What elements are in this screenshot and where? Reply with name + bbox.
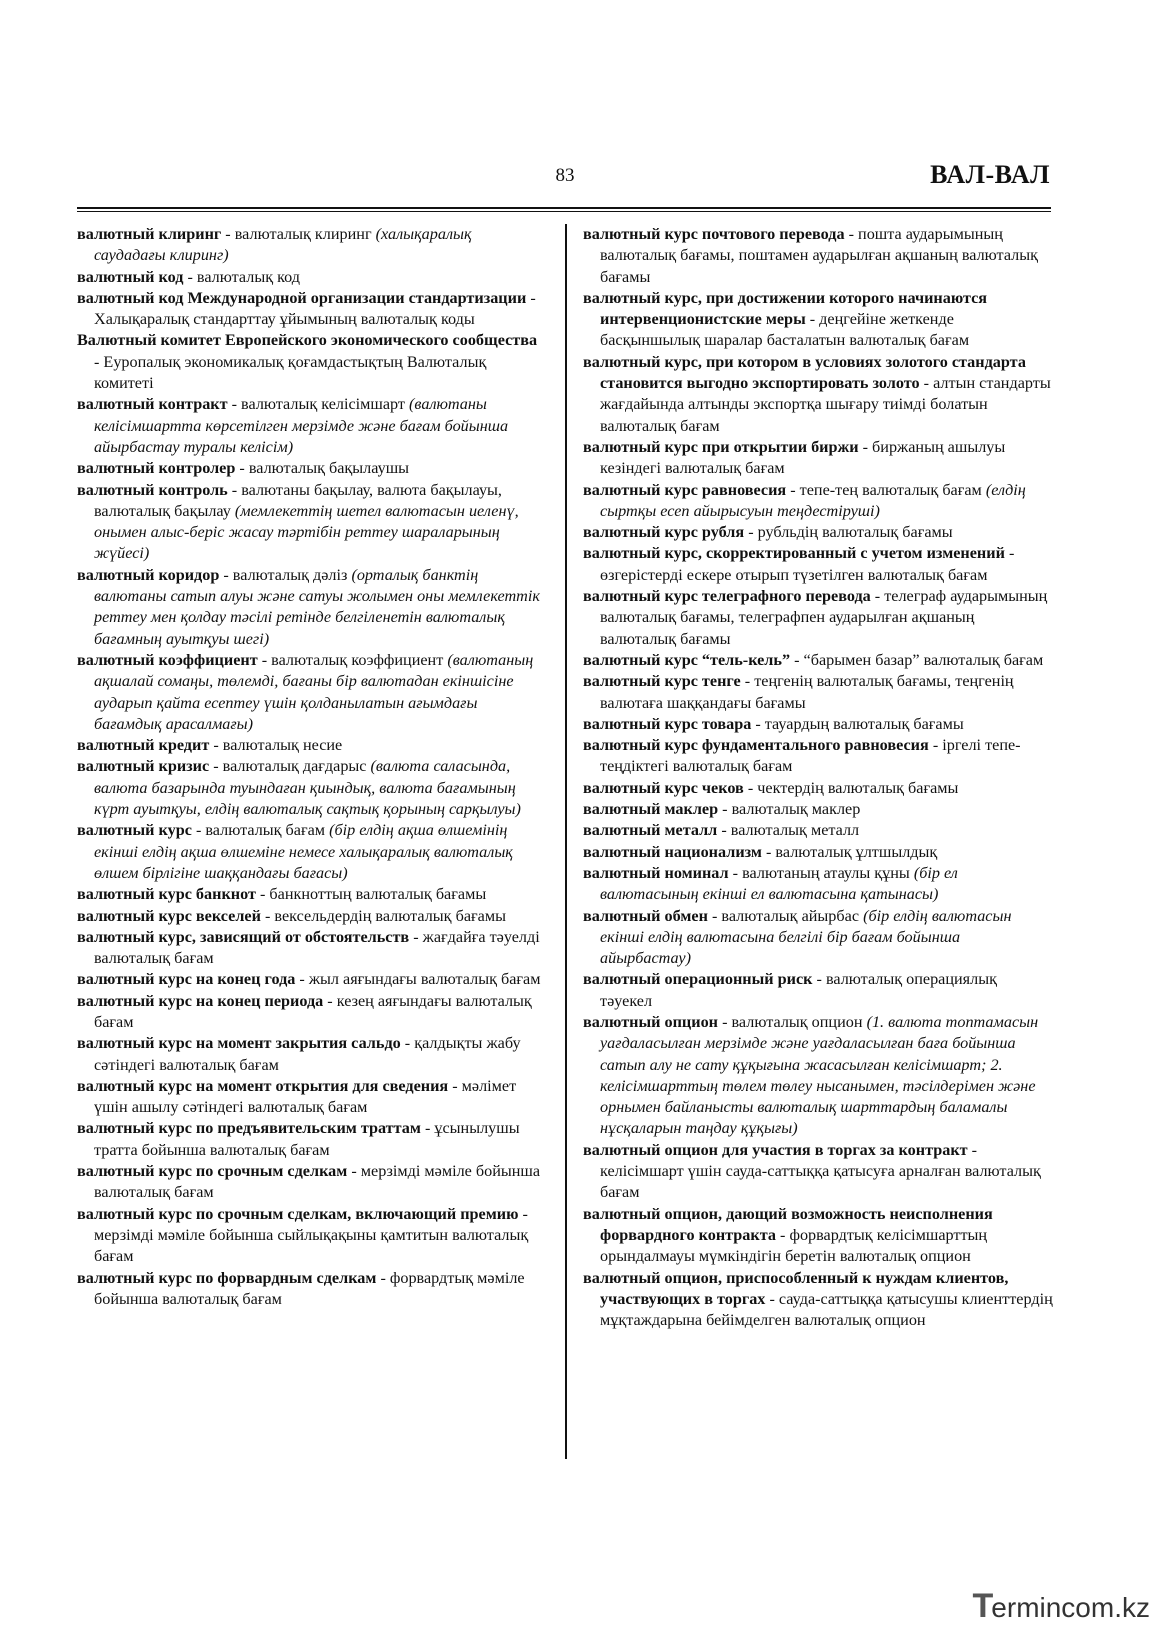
entry-definition: - кезең аяғындағы валюталық бағам — [94, 991, 532, 1031]
entry-explanation: (бір елдің ақша өлшемінің екінші елдің ақша өлшеміне немесе халықаралық валюталық өлшем бірлігіне шаққандағы бағасы) — [94, 821, 513, 882]
entry-definition: - ұсынылушы тратта бойынша валюталық бағам — [94, 1119, 520, 1159]
page-number: 83 — [555, 165, 575, 186]
entry-term: валютный опцион — [583, 1012, 719, 1031]
dictionary-entry — [77, 330, 545, 394]
dictionary-entry — [77, 991, 545, 1034]
dictionary-entry — [77, 1033, 545, 1076]
entry-definition: - іргелі тепе-теңдіктегі валюталық бағам — [600, 736, 1021, 776]
entry-term: валютный опцион, приспособленный к нуждам клиентов, участвующих в торгах — [583, 1268, 1009, 1308]
entry-definition: - қалдықты жабу сәтіндегі валюталық бағам — [94, 1034, 521, 1074]
entry-definition: - валютаны бақылау, валюта бақылауы, валюталық бақылау — [94, 480, 502, 520]
entry-term: валютный курс, зависящий от обстоятельств — [77, 927, 410, 946]
entry-definition: - валюталық код — [183, 267, 301, 286]
dictionary-entry — [583, 650, 1053, 671]
entry-term: валютный контракт — [77, 395, 228, 414]
entry-definition: - деңгейіне жеткенде басқыншылық шаралар басталатын валюталық бағам — [600, 310, 970, 350]
dictionary-entry — [583, 437, 1053, 480]
entry-definition: - валюталық айырбас — [707, 906, 864, 925]
entry-definition: - мерзімді мәміле бойынша сыйлықақыны қамтитын валюталық бағам — [94, 1204, 529, 1266]
entry-definition: - валюталық клиринг — [221, 225, 376, 243]
entry-term: валютный курс почтового перевода — [583, 225, 845, 243]
entry-explanation: (бір елдің валютасын екінші елдің валютасына белгілі бір бағам бойынша айырбастау) — [600, 906, 1012, 968]
entry-explanation: (елдің сыртқы есеп айырысуын теңдестіруші) — [600, 480, 1026, 520]
entry-definition: - валюталық маклер — [718, 800, 861, 819]
dictionary-entry — [583, 1140, 1053, 1204]
entry-definition: - валюталық ұлтшылдық — [761, 842, 938, 861]
entry-definition: - валюталық дағдарыс — [209, 757, 371, 776]
entry-term: валютный код — [77, 267, 184, 286]
entry-definition: - өзгерістерді ескере отырып түзетілген валюталық бағам — [600, 544, 1015, 584]
dictionary-entry — [583, 906, 1053, 970]
entry-definition: - жыл аяғындағы валюталық бағам — [295, 970, 541, 989]
entry-definition: - банкноттың валюталық бағамы — [255, 885, 487, 904]
dictionary-entry — [583, 842, 1053, 863]
dictionary-entry — [77, 1204, 545, 1268]
dictionary-entry — [77, 480, 545, 565]
entry-term: валютный курс при открытии биржи — [583, 437, 859, 456]
entry-definition: - валюталық несие — [209, 736, 343, 755]
entry-term: валютный контроль — [77, 480, 228, 499]
entry-definition: - тепе-тең валюталық бағам — [786, 480, 986, 499]
dictionary-entry — [583, 778, 1053, 799]
entry-definition: - чектердің валюталық бағамы — [743, 778, 959, 797]
dictionary-entry — [77, 927, 545, 970]
entry-term: валютный курс — [77, 821, 192, 840]
entry-term: валютный курс товара — [583, 714, 752, 733]
entry-explanation: (валютаны келісімшартта көрсетілген мерзімде және бағам бойынша айырбастау туралы келісім) — [94, 395, 509, 456]
entry-term: валютный коридор — [77, 565, 220, 584]
dictionary-entry — [583, 1204, 1053, 1268]
dictionary-entry — [77, 969, 545, 990]
dictionary-entry — [77, 650, 545, 735]
header-rule-thin — [77, 211, 1051, 212]
entry-term: валютный маклер — [583, 800, 719, 819]
dictionary-entry — [77, 394, 545, 458]
entry-term: валютный коэффициент — [77, 650, 258, 669]
header-rule-thick — [77, 207, 1051, 209]
dictionary-entry — [583, 522, 1053, 543]
entry-term: валютный курс тенге — [583, 672, 741, 691]
entry-definition: - форвардтық мәміле бойынша валюталық бағам — [94, 1268, 525, 1308]
entry-term: валютный код Международной организации стандартизации — [77, 288, 527, 307]
logo-text: ermincom.kz — [991, 1592, 1150, 1623]
dictionary-entry — [77, 267, 545, 288]
dictionary-entry — [77, 565, 545, 650]
entry-definition: - валюталық металл — [717, 821, 860, 840]
entry-definition: - биржаның ашылуы кезіндегі валюталық бағам — [600, 437, 1006, 478]
dictionary-entry — [77, 820, 545, 884]
entry-term: валютный курс по предъявительским траттам — [77, 1119, 421, 1138]
entry-definition: - мерзімді мәміле бойынша валюталық бағам — [94, 1162, 541, 1202]
dictionary-entry — [77, 906, 545, 927]
dictionary-entry — [583, 735, 1053, 778]
entry-term: валютный курс на конец периода — [77, 991, 324, 1010]
dictionary-entry — [583, 288, 1053, 352]
entry-term: валютный курс по срочным сделкам — [77, 1162, 348, 1181]
entry-definition: - мәлімет үшін ашылу сәтіндегі валюталық бағам — [94, 1076, 517, 1117]
entry-term: валютный опцион, дающий возможность неисполнения форвардного контракта — [583, 1204, 993, 1244]
dictionary-entry — [77, 458, 545, 479]
entry-term: валютный курс векселей — [77, 906, 261, 925]
entry-definition: - валюталық дәліз — [219, 565, 352, 584]
left-column — [77, 224, 545, 1310]
running-header-range: ВАЛ-ВАЛ — [930, 160, 1050, 189]
dictionary-entry — [77, 288, 545, 331]
entry-definition: - валюталық бақылаушы — [235, 459, 410, 478]
entry-term: валютный национализм — [583, 842, 762, 861]
entry-definition: - телеграф аударымының валюталық бағамы, телеграфпен аударылған ақшаның валюталық бағамы — [600, 587, 1048, 648]
dictionary-entry — [583, 543, 1053, 586]
entry-explanation: (1. валюта топтамасын уағдаласылған мерзімде және уағдаласылған баға бойынша сатып алу не сату құқығына жасасылған келісімшарт; 2. келісімшарттың төлем төлеу нысанымен, тәсілдерімен және орнымен байланысты валюталық шарттардың баламалы нұсқаларын таңдау құқығы) — [600, 1012, 1039, 1138]
logo-t-mark: T — [972, 1587, 994, 1625]
entry-term: валютный курс на момент закрытия сальдо — [77, 1034, 401, 1053]
dictionary-entry — [583, 224, 1053, 288]
dictionary-entry — [77, 735, 545, 756]
entry-definition: - вексельдердің валюталық бағамы — [260, 906, 506, 925]
entry-term: валютный контролер — [77, 459, 236, 478]
entry-definition: - валюталық келісімшарт — [227, 395, 410, 414]
entry-term: валютный кризис — [77, 757, 210, 776]
entry-term: Валютный комитет Европейского экономического сообщества — [77, 331, 538, 350]
entry-term: валютный курс, при котором в условиях золотого стандарта становится выгодно экспортировать золото — [583, 352, 1026, 393]
entry-term: валютный курс на конец года — [77, 970, 296, 989]
entry-term: валютный опцион для участия в торгах за контракт — [583, 1140, 968, 1159]
dictionary-entry — [583, 586, 1053, 650]
entry-term: валютный операционный риск — [583, 970, 813, 989]
entry-definition: - “барымен базар” валюталық бағам — [790, 650, 1044, 669]
dictionary-entry — [583, 1012, 1053, 1140]
entry-explanation: (бір ел валютасының екінші ел валютасына қатынасы) — [600, 863, 958, 904]
entry-definition: - форвардтық келісімшарттың орындалмауы мүмкіндігін беретін валюталық опцион — [600, 1225, 988, 1266]
entry-definition: - теңгенің валюталық бағамы, теңгенің валютаға шаққандағы бағамы — [600, 672, 1014, 712]
dictionary-entry — [583, 969, 1053, 1012]
entry-definition: - тауардың валюталық бағамы — [751, 714, 964, 733]
entry-explanation: (мемлекеттің шетел валютасын иеленү, онымен алыс-беріс жасау тәртібін реттеу шараларының жүйесі) — [94, 501, 519, 563]
entry-definition: - келісімшарт үшін сауда-саттыққа қатысуға арналған валюталық бағам — [600, 1140, 1041, 1202]
entry-definition: - валюталық опцион — [718, 1012, 867, 1031]
dictionary-entry — [583, 1268, 1053, 1332]
entry-term: валютный курс рубля — [583, 523, 745, 542]
entry-term: валютный номинал — [583, 863, 729, 882]
dictionary-entry — [77, 1161, 545, 1204]
dictionary-entry — [77, 1118, 545, 1161]
entry-definition: - валюталық операциялық тәуекел — [600, 970, 997, 1010]
dictionary-entry — [583, 671, 1053, 714]
dictionary-entry — [583, 820, 1053, 841]
dictionary-entry — [77, 224, 545, 267]
entry-term: валютный курс чеков — [583, 778, 744, 797]
right-column — [583, 224, 1053, 1331]
entry-term: валютный курс, при достижении которого начинаются интервенционистские меры — [583, 288, 988, 329]
entry-term: валютный курс по форвардным сделкам — [77, 1268, 377, 1287]
entry-term: валютный обмен — [583, 906, 708, 925]
entry-definition: - алтын стандарты жағдайында алтынды экспортқа шығару тиімді болатын валюталық бағам — [600, 374, 1051, 435]
entry-definition: - Халықаралық стандарттау ұйымының валюталық коды — [94, 288, 536, 329]
dictionary-entry — [583, 480, 1053, 523]
dictionary-entry — [77, 1076, 545, 1119]
dictionary-entry — [583, 863, 1053, 906]
entry-definition: - рубльдің валюталық бағамы — [744, 523, 953, 542]
dictionary-entry — [583, 714, 1053, 735]
entry-term: валютный курс фундаментального равновесия — [583, 736, 929, 755]
entry-definition: - жағдайға тәуелді валюталық бағам — [94, 927, 540, 968]
entry-term: валютный клиринг — [77, 225, 222, 243]
dictionary-entry — [77, 1268, 545, 1311]
entry-definition: - пошта аударымының валюталық бағамы, поштамен аударылған ақшаның валюталық бағамы — [600, 225, 1038, 286]
entry-term: валютный курс равновесия — [583, 480, 787, 499]
entry-explanation: (орталық банктің валютаны сатып алуы және сатуы жолымен оны мемлекеттік реттеу мен қолдау тәсілі ретінде белгіленетін валюталық бағамның ауытқуы шегі) — [94, 565, 540, 648]
entry-term: валютный кредит — [77, 736, 210, 755]
entry-definition: - сауда-саттыққа қатысушы клиенттердің мұқтаждарына бейімделген валюталық опцион — [600, 1289, 1053, 1330]
dictionary-entry — [77, 756, 545, 820]
entry-definition: - валюталық бағам — [191, 821, 330, 840]
entry-explanation: (халықаралық саудадағы клиринг) — [94, 225, 472, 265]
entry-term: валютный курс телеграфного перевода — [583, 587, 871, 606]
entry-term: валютный курс на момент открытия для сведения — [77, 1076, 449, 1095]
entry-definition: - валюталық коэффициент — [257, 650, 448, 669]
entry-explanation: (валюта саласында, валюта базарында туындаған қиындық, валюта бағамының күрт ауытқуы, елдің валюталық сақтық қорының сарқылуы) — [94, 757, 521, 819]
dictionary-entry — [583, 352, 1053, 437]
dictionary-entry — [77, 884, 545, 905]
entry-explanation: (валютаның ақшалай сомаңы, төлемді, бағаны бір валютадан екіншісіне аударып қайта есептеу үшін қолданылатын ағымдағы бағамдық арасалмағы) — [94, 650, 534, 733]
termincom-logo — [973, 1589, 1150, 1623]
entry-definition: - Еуропалық экономикалық қоғамдастықтың Валюталық комитеті — [94, 352, 487, 393]
entry-term: валютный курс по срочным сделкам, включающий премию — [77, 1204, 519, 1223]
entry-term: валютный курс банкнот — [77, 885, 256, 904]
entry-term: валютный курс “тель-кель” — [583, 650, 791, 669]
entry-term: валютный металл — [583, 821, 718, 840]
column-divider — [565, 224, 567, 1459]
entry-definition: - валютаның атаулы құны — [728, 863, 914, 882]
dictionary-entry — [583, 799, 1053, 820]
entry-term: валютный курс, скорректированный с учетом изменений — [583, 544, 1005, 563]
